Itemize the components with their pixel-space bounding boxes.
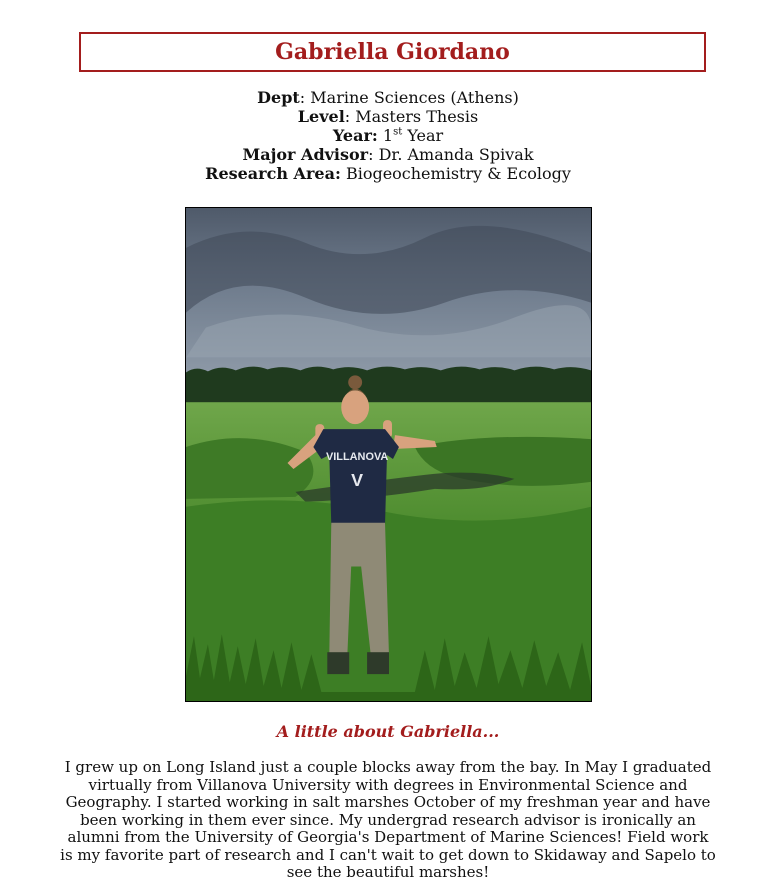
dept-value: Marine Sciences (Athens) bbox=[310, 88, 519, 107]
dept-row: Dept: Marine Sciences (Athens) bbox=[257, 88, 519, 107]
level-label: Level bbox=[297, 107, 345, 126]
year-label: Year: bbox=[332, 126, 378, 145]
bio-paragraph: I grew up on Long Island just a couple blocks away from the bay. In May I graduated virtually from Villanova University with degrees in Environmental Science and Geography. I started working in salt marshes October of my freshman year and have been working in them ever since. My undergrad research advisor is ironically an alumni from the University of Georgia's Department of Marine Sciences! Field work is my favorite part of research and I can't wait to get down to Skidaway and Sapelo to see the beautiful marshes! bbox=[60, 758, 716, 881]
research-value: Biogeochemistry & Ecology bbox=[345, 164, 571, 183]
year-row bbox=[0, 126, 776, 145]
dept-label: Dept bbox=[257, 88, 300, 107]
head bbox=[341, 390, 369, 424]
shirt-text: VILLANOVA bbox=[325, 450, 389, 463]
advisor-row: Major Advisor: Dr. Amanda Spivak bbox=[242, 145, 534, 164]
bun bbox=[348, 375, 362, 389]
student-info bbox=[0, 88, 776, 183]
year-word: Year bbox=[407, 126, 444, 145]
advisor-label: Major Advisor bbox=[242, 145, 369, 164]
level-value: Masters Thesis bbox=[355, 107, 479, 126]
name-header-box bbox=[79, 32, 706, 72]
student-name: Gabriella Giordano bbox=[275, 39, 510, 65]
right-boot bbox=[367, 652, 389, 674]
about-heading: A little about Gabriella... bbox=[276, 722, 500, 741]
year-number: 1 bbox=[382, 126, 394, 145]
advisor-value: Dr. Amanda Spivak bbox=[378, 145, 534, 164]
tree-line bbox=[186, 367, 591, 406]
year-suffix: st bbox=[393, 126, 403, 138]
research-row bbox=[0, 164, 776, 183]
student-photo bbox=[185, 207, 592, 702]
research-label: Research Area: bbox=[205, 164, 341, 183]
left-boot bbox=[327, 652, 349, 674]
shirt-logo: V bbox=[351, 469, 364, 490]
marsh-photo-illustration bbox=[186, 208, 591, 701]
level-row: Level: Masters Thesis bbox=[297, 107, 479, 126]
